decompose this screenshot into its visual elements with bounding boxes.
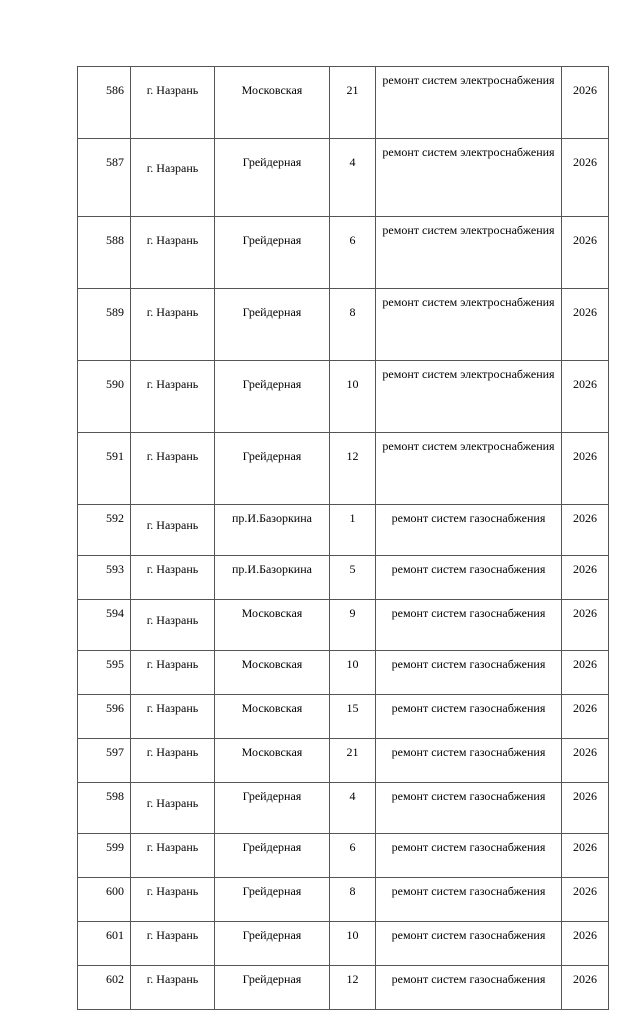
street-cell: Грейдерная (215, 289, 330, 361)
city-cell: г. Назрань (131, 834, 215, 878)
row-number: 586 (78, 67, 131, 139)
city-cell: г. Назрань (131, 505, 215, 556)
house-number-cell: 8 (330, 878, 376, 922)
year-cell: 2026 (562, 139, 609, 217)
house-number-cell: 10 (330, 922, 376, 966)
city-cell: г. Назрань (131, 739, 215, 783)
street-cell: Грейдерная (215, 922, 330, 966)
house-number-cell: 15 (330, 695, 376, 739)
house-number-cell: 4 (330, 139, 376, 217)
city-cell: г. Назрань (131, 922, 215, 966)
work-type-cell: ремонт систем электроснабжения (376, 361, 562, 433)
table-row (78, 878, 609, 922)
row-number: 589 (78, 289, 131, 361)
year-cell: 2026 (562, 67, 609, 139)
city-cell: г. Назрань (131, 878, 215, 922)
city-cell: г. Назрань (131, 651, 215, 695)
table-row (78, 922, 609, 966)
house-number-cell: 12 (330, 433, 376, 505)
work-type-cell: ремонт систем газоснабжения (376, 651, 562, 695)
house-number-cell: 5 (330, 556, 376, 600)
year-cell: 2026 (562, 966, 609, 1010)
work-type-cell: ремонт систем газоснабжения (376, 600, 562, 651)
work-type-cell: ремонт систем электроснабжения (376, 433, 562, 505)
row-number: 587 (78, 139, 131, 217)
city-cell: г. Назрань (131, 695, 215, 739)
row-number: 596 (78, 695, 131, 739)
house-number-cell: 9 (330, 600, 376, 651)
row-number: 593 (78, 556, 131, 600)
house-number-cell: 10 (330, 361, 376, 433)
city-cell: г. Назрань (131, 600, 215, 651)
row-number: 602 (78, 966, 131, 1010)
street-cell: Московская (215, 67, 330, 139)
house-number-cell: 6 (330, 834, 376, 878)
street-cell: Грейдерная (215, 834, 330, 878)
year-cell: 2026 (562, 600, 609, 651)
row-number: 595 (78, 651, 131, 695)
year-cell: 2026 (562, 505, 609, 556)
year-cell: 2026 (562, 695, 609, 739)
year-cell: 2026 (562, 556, 609, 600)
work-type-cell: ремонт систем газоснабжения (376, 922, 562, 966)
table-row (78, 139, 609, 217)
table-row (78, 433, 609, 505)
city-cell: г. Назрань (131, 289, 215, 361)
row-number: 599 (78, 834, 131, 878)
row-number: 590 (78, 361, 131, 433)
table-row (78, 966, 609, 1010)
table-row (78, 505, 609, 556)
table-row (78, 67, 609, 139)
city-cell: г. Назрань (131, 966, 215, 1010)
table-row (78, 783, 609, 834)
street-cell: пр.И.Базоркина (215, 505, 330, 556)
street-cell: Московская (215, 600, 330, 651)
row-number: 598 (78, 783, 131, 834)
year-cell: 2026 (562, 783, 609, 834)
city-cell: г. Назрань (131, 67, 215, 139)
city-cell: г. Назрань (131, 361, 215, 433)
repair-schedule-table (77, 66, 609, 1010)
street-cell: Грейдерная (215, 361, 330, 433)
house-number-cell: 21 (330, 67, 376, 139)
table-row (78, 556, 609, 600)
work-type-cell: ремонт систем электроснабжения (376, 139, 562, 217)
year-cell: 2026 (562, 922, 609, 966)
house-number-cell: 12 (330, 966, 376, 1010)
year-cell: 2026 (562, 651, 609, 695)
table-row (78, 361, 609, 433)
house-number-cell: 4 (330, 783, 376, 834)
row-number: 600 (78, 878, 131, 922)
row-number: 601 (78, 922, 131, 966)
street-cell: Грейдерная (215, 433, 330, 505)
work-type-cell: ремонт систем газоснабжения (376, 556, 562, 600)
work-type-cell: ремонт систем газоснабжения (376, 878, 562, 922)
street-cell: Московская (215, 651, 330, 695)
table-row (78, 739, 609, 783)
city-cell: г. Назрань (131, 556, 215, 600)
row-number: 588 (78, 217, 131, 289)
house-number-cell: 21 (330, 739, 376, 783)
street-cell: Грейдерная (215, 783, 330, 834)
city-cell: г. Назрань (131, 433, 215, 505)
street-cell: Грейдерная (215, 878, 330, 922)
house-number-cell: 10 (330, 651, 376, 695)
work-type-cell: ремонт систем электроснабжения (376, 67, 562, 139)
table-row (78, 289, 609, 361)
work-type-cell: ремонт систем газоснабжения (376, 739, 562, 783)
row-number: 597 (78, 739, 131, 783)
year-cell: 2026 (562, 361, 609, 433)
year-cell: 2026 (562, 739, 609, 783)
city-cell: г. Назрань (131, 139, 215, 217)
year-cell: 2026 (562, 878, 609, 922)
city-cell: г. Назрань (131, 217, 215, 289)
house-number-cell: 1 (330, 505, 376, 556)
table-row (78, 217, 609, 289)
year-cell: 2026 (562, 433, 609, 505)
row-number: 591 (78, 433, 131, 505)
year-cell: 2026 (562, 834, 609, 878)
street-cell: Московская (215, 739, 330, 783)
work-type-cell: ремонт систем электроснабжения (376, 289, 562, 361)
street-cell: Московская (215, 695, 330, 739)
table-row (78, 695, 609, 739)
row-number: 592 (78, 505, 131, 556)
year-cell: 2026 (562, 217, 609, 289)
table-row (78, 600, 609, 651)
work-type-cell: ремонт систем газоснабжения (376, 505, 562, 556)
work-type-cell: ремонт систем электроснабжения (376, 217, 562, 289)
city-cell: г. Назрань (131, 783, 215, 834)
work-type-cell: ремонт систем газоснабжения (376, 966, 562, 1010)
work-type-cell: ремонт систем газоснабжения (376, 834, 562, 878)
house-number-cell: 6 (330, 217, 376, 289)
street-cell: Грейдерная (215, 966, 330, 1010)
row-number: 594 (78, 600, 131, 651)
table-row (78, 834, 609, 878)
street-cell: Грейдерная (215, 217, 330, 289)
year-cell: 2026 (562, 289, 609, 361)
work-type-cell: ремонт систем газоснабжения (376, 695, 562, 739)
street-cell: пр.И.Базоркина (215, 556, 330, 600)
street-cell: Грейдерная (215, 139, 330, 217)
work-type-cell: ремонт систем газоснабжения (376, 783, 562, 834)
table-row (78, 651, 609, 695)
house-number-cell: 8 (330, 289, 376, 361)
